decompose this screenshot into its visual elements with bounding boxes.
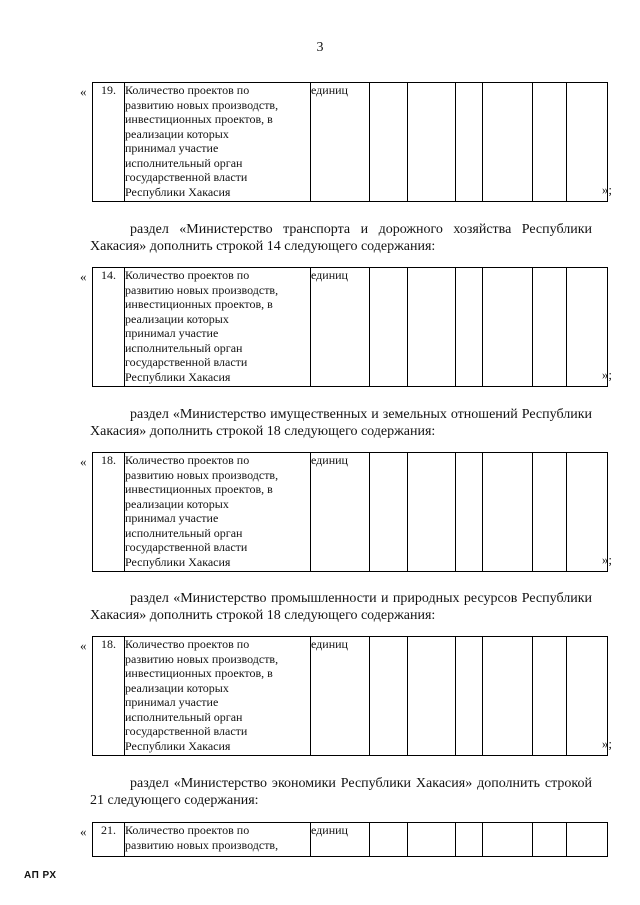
row-description: Количество проектов по развитию новых производств, инвестиционных проектов, в реализации которых принимал участие исполнительный орган государственной власти Республики Хакасия: [125, 268, 311, 387]
indicator-table: [92, 822, 608, 857]
empty-cell: [370, 83, 408, 202]
indicator-table: [92, 636, 608, 756]
empty-cell: [533, 453, 567, 572]
amendment-paragraph-4: раздел «Министерство экономики Республики Хакасия» дополнить строкой 21 следующего содержания:: [90, 776, 592, 808]
opening-quote: «: [80, 638, 87, 653]
empty-cell: [408, 823, 456, 857]
empty-cell: [370, 637, 408, 756]
amendment-paragraph-2: раздел «Министерство имущественных и земельных отношений Республики Хакасия» дополнить строкой 18 следующего содержания:: [90, 407, 592, 439]
indicator-table: [92, 452, 608, 572]
row-block-5: [80, 822, 600, 858]
empty-cell: [533, 637, 567, 756]
row-block-3: [80, 452, 612, 572]
row-unit: единиц: [311, 83, 370, 202]
row-unit: единиц: [311, 453, 370, 572]
empty-cell: [456, 83, 483, 202]
empty-cell: [408, 83, 456, 202]
indicator-table: [92, 82, 608, 202]
row-description: Количество проектов по развитию новых производств, инвестиционных проектов, в реализации которых принимал участие исполнительный орган государственной власти Республики Хакасия: [125, 453, 311, 572]
opening-quote: «: [80, 454, 87, 469]
indicator-table: [92, 267, 608, 387]
opening-quote: «: [80, 824, 87, 839]
closing-quote: »;: [601, 552, 612, 567]
empty-cell: [483, 83, 533, 202]
row-description: Количество проектов по развитию новых производств, инвестиционных проектов, в реализации которых принимал участие исполнительный орган государственной власти Республики Хакасия: [125, 83, 311, 202]
amendment-paragraph-1: раздел «Министерство транспорта и дорожного хозяйства Республики Хакасия» дополнить строкой 14 следующего содержания:: [90, 222, 592, 254]
page-number: 3: [316, 40, 324, 55]
row-number: 21.: [93, 823, 125, 857]
closing-quote: »;: [601, 736, 612, 751]
empty-cell: [533, 268, 567, 387]
empty-cell: [370, 268, 408, 387]
empty-cell: [456, 823, 483, 857]
row-unit: единиц: [311, 637, 370, 756]
empty-cell: [456, 453, 483, 572]
row-unit: единиц: [311, 823, 370, 857]
empty-cell: [408, 637, 456, 756]
row-description: Количество проектов по развитию новых производств, инвестиционных проектов, в реализации которых принимал участие исполнительный орган государственной власти Республики Хакасия: [125, 637, 311, 756]
empty-cell: [370, 823, 408, 857]
empty-cell: [483, 453, 533, 572]
empty-cell: [567, 823, 608, 857]
empty-cell: [483, 823, 533, 857]
empty-cell: [483, 637, 533, 756]
empty-cell: [483, 268, 533, 387]
row-block-1: [80, 82, 612, 202]
empty-cell: [533, 823, 567, 857]
row-block-4: [80, 636, 612, 756]
empty-cell: [456, 268, 483, 387]
row-block-2: [80, 267, 612, 387]
row-number: 14.: [93, 268, 125, 387]
opening-quote: «: [80, 84, 87, 99]
empty-cell: [533, 83, 567, 202]
row-number: 18.: [93, 637, 125, 756]
document-stamp: АП РХ: [24, 870, 57, 881]
empty-cell: [370, 453, 408, 572]
row-number: 19.: [93, 83, 125, 202]
row-number: 18.: [93, 453, 125, 572]
amendment-paragraph-3: раздел «Министерство промышленности и природных ресурсов Республики Хакасия» дополнить строкой 18 следующего содержания:: [90, 591, 592, 623]
empty-cell: [408, 268, 456, 387]
closing-quote: »;: [601, 182, 612, 197]
row-unit: единиц: [311, 268, 370, 387]
closing-quote: »;: [601, 367, 612, 382]
empty-cell: [456, 637, 483, 756]
opening-quote: «: [80, 269, 87, 284]
row-description: Количество проектов по развитию новых производств,: [125, 823, 311, 857]
empty-cell: [408, 453, 456, 572]
